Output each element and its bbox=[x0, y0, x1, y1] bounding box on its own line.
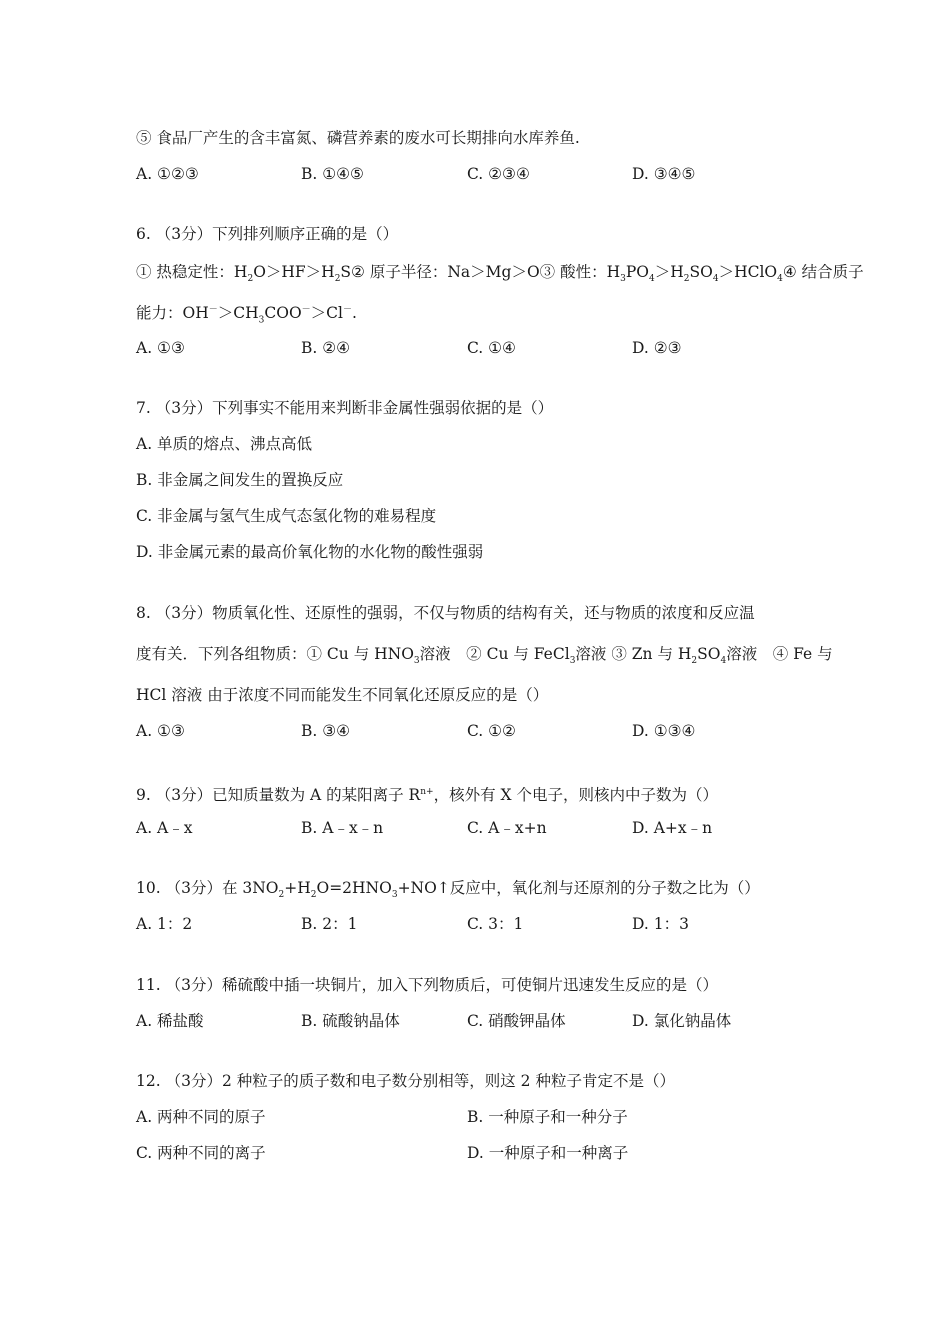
q12-option-c: C. 两种不同的离子 bbox=[136, 1144, 266, 1162]
q5-statement-5: ⑤ 食品厂产生的含丰富氮、磷营养素的废水可长期排向水库养鱼. bbox=[136, 129, 580, 147]
q8-stem-line2: 度有关．下列各组物质：① Cu 与 $HNO_3$溶液 ② Cu 与 FeCl$_3$溶液 ③ Zn 与 $H_2SO_4$溶液 ④ Fe 与 bbox=[136, 645, 833, 667]
q9-option-b: B. A﹣x﹣n bbox=[301, 819, 384, 837]
q12-option-b: B. 一种原子和一种分子 bbox=[467, 1108, 628, 1126]
q10-option-a: A. 1：2 bbox=[136, 915, 193, 933]
q11-stem: 11. （3分）稀硫酸中插一块铜片，加入下列物质后，可使铜片迅速发生反应的是（） bbox=[136, 976, 718, 994]
q6-option-a: A. ①③ bbox=[136, 339, 185, 357]
q6-option-d: D. ②③ bbox=[632, 339, 682, 357]
q12-option-d: D. 一种原子和一种离子 bbox=[467, 1144, 629, 1162]
q6-stem: 6. （3分）下列排列顺序正确的是（） bbox=[136, 225, 399, 243]
q8-stem-line1: 8. （3分）物质氧化性、还原性的强弱，不仅与物质的结构有关，还与物质的浓度和反应温 bbox=[136, 604, 755, 622]
q10-stem: 10. （3分）在 $3NO_2+H_2O=2HNO_3+NO↑$反应中，氧化剂与还原剂的分子数之比为（） bbox=[136, 879, 760, 901]
q9-stem: 9. （3分）已知质量数为 A 的某阳离子 $R^{n+}$，核外有 X 个电子，则核内中子数为（） bbox=[136, 786, 718, 805]
q8-option-b: B. ③④ bbox=[301, 722, 351, 740]
q5-option-c: C. ②③④ bbox=[467, 165, 530, 183]
q11-option-d: D. 氯化钠晶体 bbox=[632, 1012, 732, 1030]
q6-option-c: C. ①④ bbox=[467, 339, 516, 357]
q5-option-d: D. ③④⑤ bbox=[632, 165, 696, 183]
q10-option-c: C. 3：1 bbox=[467, 915, 524, 933]
q10-option-d: D. 1：3 bbox=[632, 915, 689, 933]
q8-stem-line3: HCl 溶液 由于浓度不同而能发生不同氧化还原反应的是（） bbox=[136, 686, 549, 704]
q9-option-c: C. A﹣x+n bbox=[467, 819, 547, 837]
q8-option-a: A. ①③ bbox=[136, 722, 185, 740]
q12-stem: 12. （3分）2 种粒子的质子数和电子数分别相等，则这 2 种粒子肯定不是（） bbox=[136, 1072, 675, 1090]
q11-option-c: C. 硝酸钾晶体 bbox=[467, 1012, 566, 1030]
q7-option-c: C. 非金属与氢气生成气态氢化物的难易程度 bbox=[136, 507, 437, 525]
q11-option-a: A. 稀盐酸 bbox=[136, 1012, 204, 1030]
q7-stem: 7. （3分）下列事实不能用来判断非金属性强弱依据的是（） bbox=[136, 399, 554, 417]
q12-option-a: A. 两种不同的原子 bbox=[136, 1108, 266, 1126]
q8-option-d: D. ①③④ bbox=[632, 722, 696, 740]
q11-option-b: B. 硫酸钠晶体 bbox=[301, 1012, 400, 1030]
q7-option-d: D. 非金属元素的最高价氧化物的水化物的酸性强弱 bbox=[136, 543, 484, 561]
q9-option-a: A. A﹣x bbox=[136, 819, 193, 837]
q8-option-c: C. ①② bbox=[467, 722, 516, 740]
q5-option-b: B. ①④⑤ bbox=[301, 165, 364, 183]
q7-option-a: A. 单质的熔点、沸点高低 bbox=[136, 435, 313, 453]
q6-option-b: B. ②④ bbox=[301, 339, 351, 357]
q9-option-d: D. A+x﹣n bbox=[632, 819, 713, 837]
q6-statements-line1: ① 热稳定性：$H_2O>HF>H_2S②$ 原子半径：Na＞Mg＞O③ 酸性：$H_3PO_4>H_2SO_4>HClO_4④$ 结合质子 bbox=[136, 263, 864, 285]
q7-option-b: B. 非金属之间发生的置换反应 bbox=[136, 471, 344, 489]
q5-option-a: A. ①②③ bbox=[136, 165, 199, 183]
q6-statements-line2: 能力：$OH^->CH_3COO^->Cl^-$. bbox=[136, 304, 357, 326]
q10-option-b: B. 2：1 bbox=[301, 915, 358, 933]
